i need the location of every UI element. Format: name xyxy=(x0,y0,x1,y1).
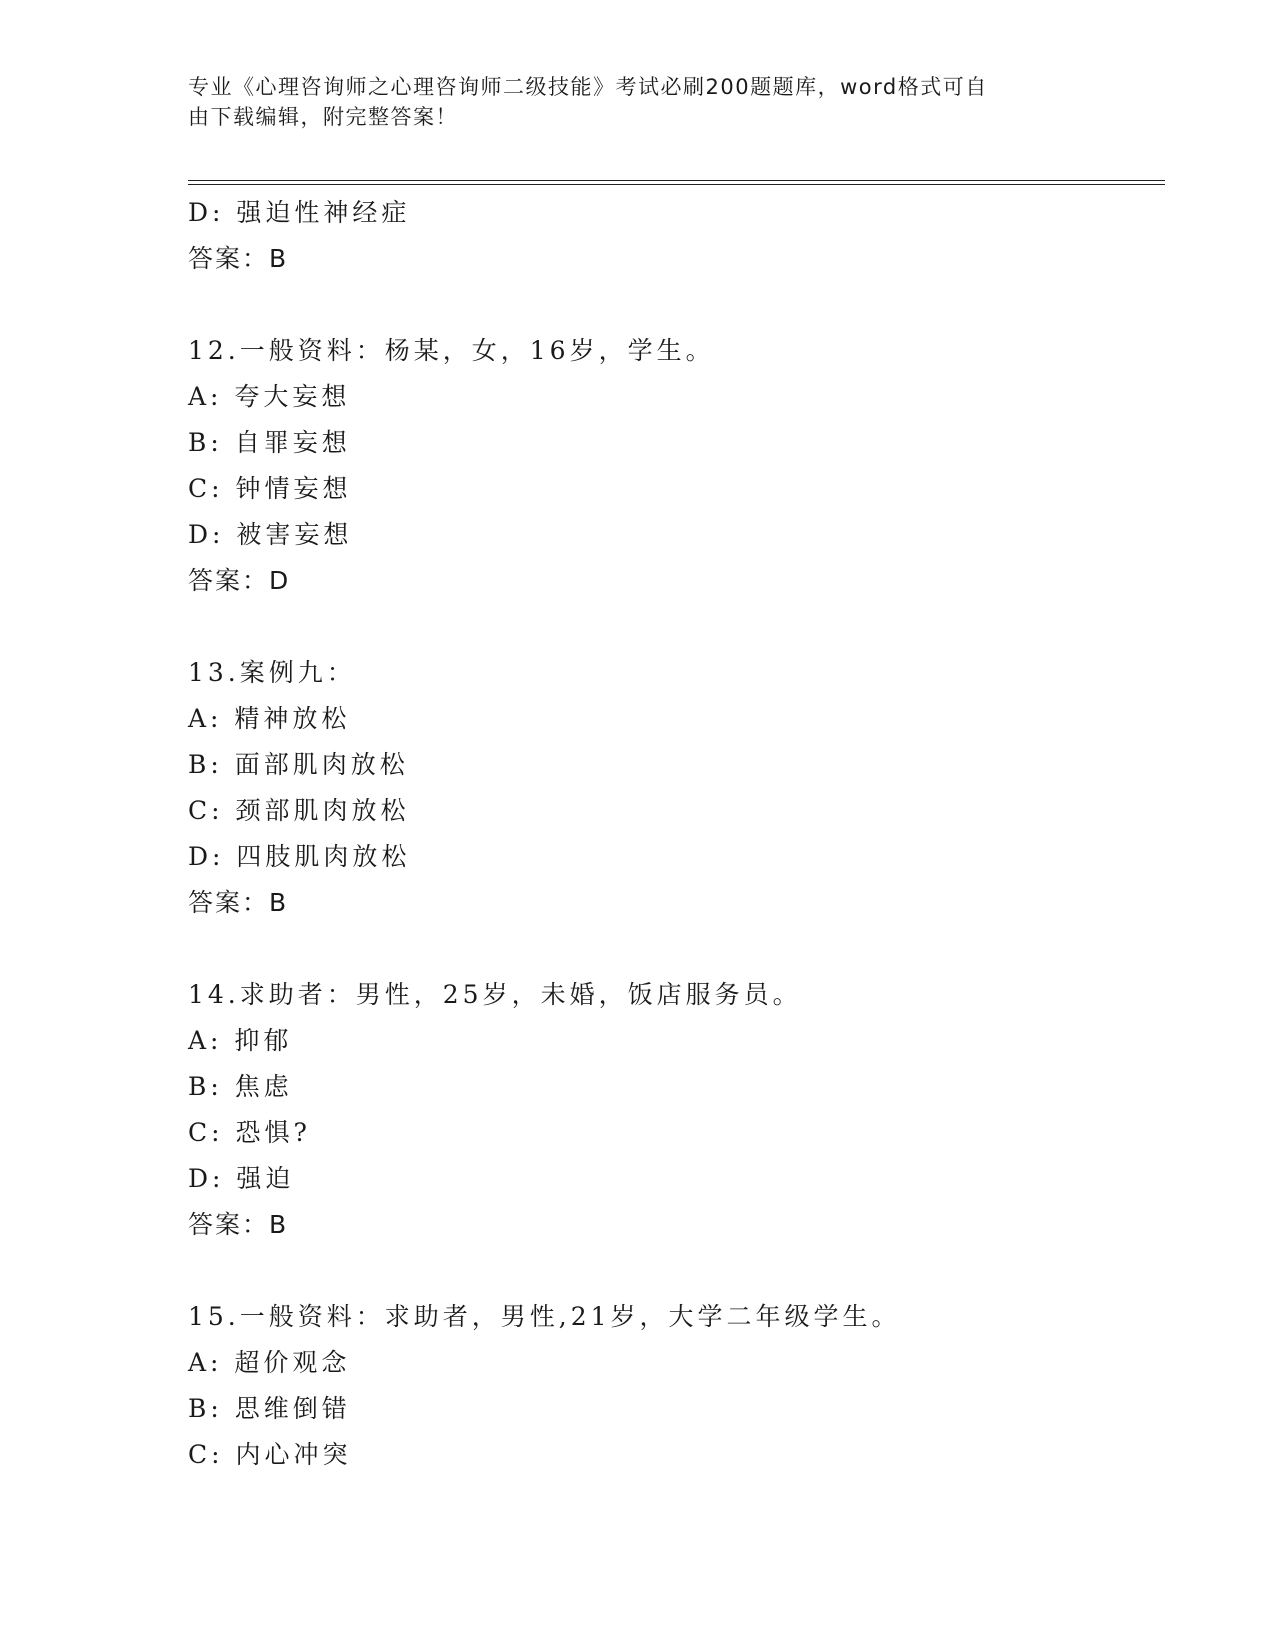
option-b: B: 思维倒错 xyxy=(188,1394,351,1423)
answer: 答案：D xyxy=(188,566,291,595)
question-stem: 14.求助者：男性，25岁，未婚，饭店服务员。 xyxy=(188,980,802,1009)
question-stem: 13.案例九： xyxy=(188,658,356,687)
header-line-1: 专业《心理咨询师之心理咨询师二级技能》考试必刷200题题库，word格式可自 xyxy=(188,75,988,99)
option-b: B: 面部肌肉放松 xyxy=(188,750,409,779)
answer: 答案：B xyxy=(188,244,289,273)
option-d: D: 强迫 xyxy=(188,1164,295,1193)
option-c: C: 颈部肌肉放松 xyxy=(188,796,410,825)
answer: 答案：B xyxy=(188,1210,289,1239)
option-a: A: 超价观念 xyxy=(188,1348,351,1377)
question-list xyxy=(188,190,1168,1478)
header-divider-top xyxy=(188,180,1165,181)
option-a: A: 夸大妄想 xyxy=(188,382,351,411)
header-line-2: 由下载编辑，附完整答案！ xyxy=(188,105,458,129)
option-d: D: 被害妄想 xyxy=(188,520,353,549)
option-c: C: 钟情妄想 xyxy=(188,474,352,503)
option-a: A: 精神放松 xyxy=(188,704,351,733)
option-c: C: 恐惧? xyxy=(188,1118,311,1147)
option-b: B: 焦虑 xyxy=(188,1072,293,1101)
question-13 xyxy=(188,650,1168,926)
question-12 xyxy=(188,328,1168,604)
option-a: A: 抑郁 xyxy=(188,1026,293,1055)
answer: 答案：B xyxy=(188,888,289,917)
question-stem: 12.一般资料：杨某，女，16岁，学生。 xyxy=(188,336,715,365)
question-15 xyxy=(188,1294,1168,1478)
question-stem: 15.一般资料：求助者，男性,21岁，大学二年级学生。 xyxy=(188,1302,901,1331)
document-header xyxy=(188,72,1078,132)
option-d: D: 强迫性神经症 xyxy=(188,198,411,227)
option-d: D: 四肢肌肉放松 xyxy=(188,842,411,871)
question-11-tail xyxy=(188,190,1168,282)
option-c: C: 内心冲突 xyxy=(188,1440,352,1469)
question-14 xyxy=(188,972,1168,1248)
option-b: B: 自罪妄想 xyxy=(188,428,351,457)
header-divider-bottom xyxy=(188,184,1165,185)
